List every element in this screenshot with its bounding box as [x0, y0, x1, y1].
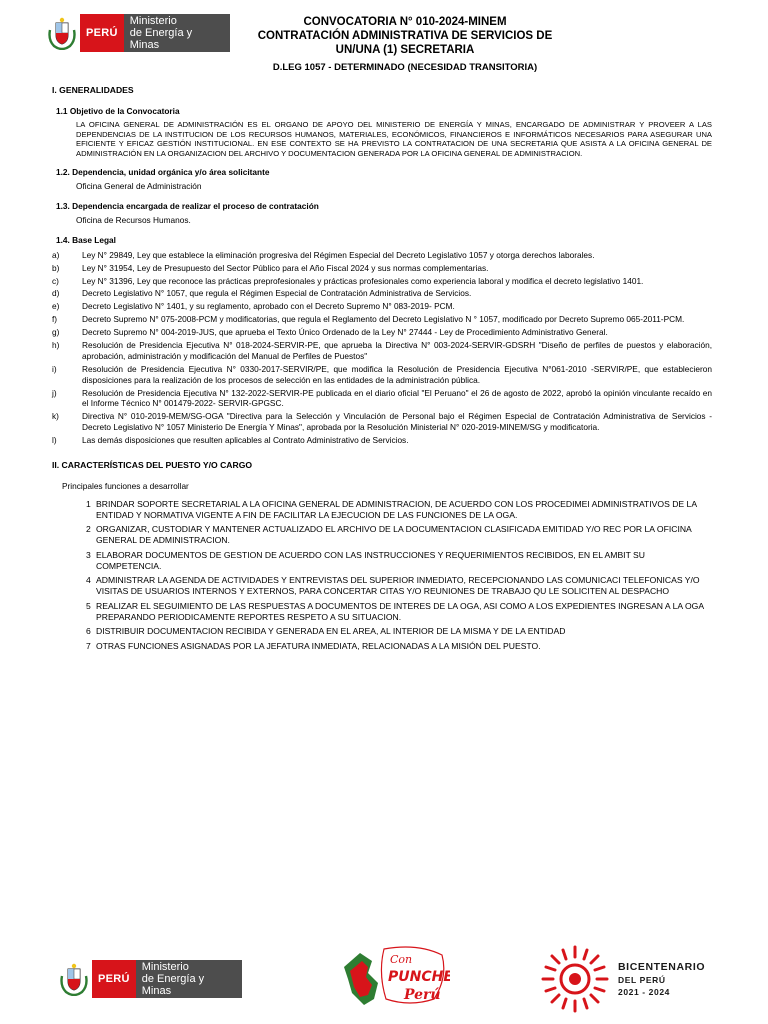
ministerio-line2: de Energía y Minas [129, 27, 193, 51]
svg-text:PUNCHE: PUNCHE [388, 969, 450, 985]
list-item [52, 435, 712, 446]
list-item-text: Decreto Legislativo N° 1401, y su reglamento, aprobado con el Decreto Supremo N° 083-2019- PCM. [82, 301, 455, 312]
list-item-text: Directiva N° 010-2019-MEM/SG-OGA "Directiva para la Selección y Vinculación de Personal bajo el Régimen Especial de Contratación Administrativa de Servicios - Decreto Legislativo N° 1057 Ministerio De Energía Y Minas", aprobada por la Resolución Ministerial N° 020-2019-MINEM/SG y modificatoria. [82, 411, 712, 432]
list-item [86, 575, 712, 597]
section-caracteristicas-title: II. CARACTERÍSTICAS DEL PUESTO Y/O CARGO [52, 460, 253, 471]
svg-text:Con: Con [390, 953, 413, 966]
document-body [52, 85, 712, 655]
list-item-letter: c) [52, 275, 59, 286]
bicentenario-line3: 2021 - 2024 [618, 987, 670, 997]
list-item-letter: f) [52, 314, 58, 325]
list-item [52, 411, 712, 432]
peru-shield-icon [56, 960, 92, 998]
list-item [86, 626, 712, 637]
list-item-text: Decreto Supremo N° 075-2008-PCM y modificatorias, que regula el Reglamento del Decreto Legislativo N ° 1057, modificado por Decreto Supremo 065-2011-PCM. [82, 314, 685, 325]
dependencia-title: 1.2. Dependencia, unidad orgánica y/o área solicitante [56, 166, 270, 177]
list-item [52, 364, 712, 385]
list-item-text: DISTRIBUIR DOCUMENTACION RECIBIDA Y GENERADA EN EL AREA, AL INTERIOR DE LA MISMA Y DE LA ENTIDAD [96, 626, 566, 637]
svg-text:Perú: Perú [404, 987, 441, 1003]
list-item-letter: b) [52, 262, 60, 273]
list-item-number: 5 [86, 600, 91, 611]
principales-funciones-label: Principales funciones a desarrollar [62, 480, 189, 491]
list-item-letter: k) [52, 411, 59, 422]
base-legal-list [52, 250, 712, 446]
list-item-text: Resolución de Presidencia Ejecutiva N° 132-2022-SERVIR-PE publicada en el diario oficial "El Peruano" el 26 de agosto de 2022, aprobó la opinión vinculante recaído en el Informe Técnico N° 001479-2022- SERVIR-GPGSC. [82, 387, 712, 409]
list-item-text: Ley N° 29849, Ley que establece la eliminación progresiva del Régimen Especial del Decreto Legislativo 1057 y otorga derechos laborales. [82, 249, 595, 260]
document-header [200, 15, 610, 73]
objetivo-text: LA OFICINA GENERAL DE ADMINISTRACIÓN ES EL ORGANO DE APOYO DEL MINISTERIO DE ENERGÍA Y MINAS, ENCARGADO DE ADMINISTRAR Y PROVEER A LAS DEPENDENCIAS DE LA INSTITUCION DE LOS RECURSOS HUMANOS, MATERIALES, ECONÓMICOS, FINANCIEROS E INFORMÁTICOS NECESARIOS PARA ASEGURAR UNA EFICIENTE Y EFICAZ GESTIÓN INSTITUCIONAL. EN ESE CONTEXTO SE HA PREVISTO LA CONTRATACION DE UNA SECRETARIA QUE ASISTA A LA OFICINA GENERAL DE ADMINISTRACIÓN EN LA ORGANIZACION DEL ARCHIVO Y DOCUMENTACION GENERADA POR LA OFICINA GENERAL DE ADMINISTRACION. [76, 120, 712, 158]
bicentenario-line1: BICENTENARIO [618, 961, 706, 973]
header-contratacion: CONTRATACIÓN ADMINISTRATIVA DE SERVICIOS DE [257, 30, 553, 42]
list-item [52, 288, 712, 299]
list-item-letter: i) [52, 364, 57, 374]
ministerio-label [136, 960, 242, 998]
bicentenario-burst-icon [540, 944, 610, 1014]
list-item-text: BRINDAR SOPORTE SECRETARIAL A LA OFICINA GENERAL DE ADMINISTRACION, DE ACUERDO CON LOS PROCEDIMEI ADMINISTRATIVOS DE LA ENTIDAD Y NORMATIVA VIGENTE A FIN DE FACILITAR LA EJECUCION DE LAS FUNCIONES DE LA OGA. [96, 498, 697, 520]
list-item-letter: a) [52, 249, 60, 260]
bicentenario-logo [540, 944, 705, 1014]
list-item-letter: g) [52, 327, 60, 338]
header-regimen: D.LEG 1057 - DETERMINADO (NECESIDAD TRANSITORIA) [272, 62, 538, 73]
header-convocatoria: CONVOCATORIA N° 010-2024-MINEM [303, 16, 507, 28]
peru-label: PERÚ [92, 960, 136, 998]
con-punche-peru-icon [338, 943, 450, 1009]
list-item [52, 388, 712, 409]
objetivo-title: 1.1 Objetivo de la Convocatoria [56, 105, 180, 116]
list-item-number: 1 [86, 498, 91, 509]
ministerio-line1: Ministerio [141, 961, 189, 973]
ministerio-line1: Ministerio [129, 15, 177, 27]
list-item-number: 6 [86, 626, 91, 637]
bicentenario-line2: DEL PERÚ [618, 975, 666, 985]
ministerio-line2: de Energía y Minas [141, 973, 205, 997]
list-item-number: 2 [86, 524, 91, 535]
list-item-text: Las demás disposiciones que resulten aplicables al Contrato Administrativo de Servicios. [82, 434, 409, 445]
list-item-text: Decreto Supremo N° 004-2019-JUS, que aprueba el Texto Único Ordenado de la Ley N° 27444 - Ley de Procedimiento Administrativo General. [82, 327, 608, 338]
list-item [52, 314, 712, 325]
encargada-title: 1.3. Dependencia encargada de realizar el proceso de contratación [56, 200, 319, 211]
list-item-text: REALIZAR EL SEGUIMIENTO DE LAS RESPUESTAS A DOCUMENTOS DE INTERES DE LA OGA, ASI COMO A LOS EXPEDIENTES INGRESAN A LA OGA PREPARANDO PERIODICAMENTE REPORTES RESPETO A SU SITUACION. [96, 600, 704, 622]
funciones-list [52, 499, 712, 652]
list-item-letter: h) [52, 340, 60, 351]
peru-shield-icon [44, 14, 80, 52]
list-item-text: Ley N° 31396, Ley que reconoce las prácticas preprofesionales y prácticas profesionales como experiencia laboral y modifica el decreto legislativo 1401. [82, 275, 644, 286]
section-generalidades-title: I. GENERALIDADES [52, 85, 134, 95]
list-item-letter: d) [52, 288, 60, 299]
list-item-text: Ley N° 31954, Ley de Presupuesto del Sector Público para el Año Fiscal 2024 y sus normas complementarias. [82, 262, 489, 273]
list-item-text: Decreto Legislativo N° 1057, que regula el Régimen Especial de Contratación Administrativa de Servicios. [82, 288, 472, 299]
encargada-value: Oficina de Recursos Humanos. [76, 215, 191, 226]
con-punche-peru-logo [338, 943, 450, 1009]
list-item [52, 340, 712, 361]
list-item-letter: j) [52, 387, 57, 398]
list-item [86, 550, 712, 572]
list-item [86, 641, 712, 652]
peru-label: PERÚ [80, 14, 124, 52]
list-item-text: Resolución de Presidencia Ejecutiva N° 0330-2017-SERVIR/PE, que modifica la Resolución de Presidencia Ejecutiva N°061-2010 -SERVIR/PE, que establecieron disposiciones para la realización de los procesos de selección en las entidades de la administración pública. [82, 364, 712, 385]
list-item-text: Resolución de Presidencia Ejecutiva N° 018-2024-SERVIR-PE, que aprueba la Directiva N° 003-2024-SERVIR-GDSRH "Diseño de perfiles de puestos y elaboración, aprobación, administración y modificación del Manual de Perfiles de Puestos" [82, 340, 712, 362]
list-item-letter: l) [52, 434, 57, 445]
list-item-number: 3 [86, 549, 91, 560]
base-legal-title: 1.4. Base Legal [56, 234, 116, 245]
list-item-text: OTRAS FUNCIONES ASIGNADAS POR LA JEFATURA INMEDIATA, RELACIONADAS A LA MISIÓN DEL PUESTO. [96, 640, 541, 651]
list-item-text: ELABORAR DOCUMENTOS DE GESTION DE ACUERDO CON LAS INSTRUCCIONES Y REQUERIMIENTOS RECIBIDOS, EN EL AMBIT SU COMPETENCIA. [96, 549, 645, 571]
list-item-text: ADMINISTRAR LA AGENDA DE ACTIVIDADES Y ENTREVISTAS DEL SUPERIOR INMEDIATO, RECEPCIONANDO LAS COMUNICACI TELEFONICAS Y/O VISITAS DE USUARIOS INTERNOS Y EXTERNOS, PARA CONCERTAR CITAS Y/O REUNIONES DE TRABAJO QU LE SOLICITEN AL DESPACHO [96, 575, 700, 597]
list-item [52, 276, 712, 287]
list-item [86, 524, 712, 546]
list-item [52, 250, 712, 261]
bicentenario-text [618, 961, 705, 997]
dependencia-value: Oficina General de Administración [76, 181, 202, 192]
list-item [86, 601, 712, 623]
list-item [52, 327, 712, 338]
header-puesto: UN/UNA (1) SECRETARIA [335, 44, 475, 56]
list-item [52, 263, 712, 274]
list-item-number: 7 [86, 640, 91, 651]
list-item-letter: e) [52, 301, 60, 312]
list-item-text: ORGANIZAR, CUSTODIAR Y MANTENER ACTUALIZADO EL ARCHIVO DE LA DOCUMENTACION CLASIFICADA EMITIDAD Y/O REC POR LA OFICINA GENERAL DE ADMINISTRACION. [96, 524, 692, 546]
list-item [86, 499, 712, 521]
minem-logo-bottom [56, 960, 242, 998]
list-item-number: 4 [86, 575, 91, 586]
list-item [52, 301, 712, 312]
